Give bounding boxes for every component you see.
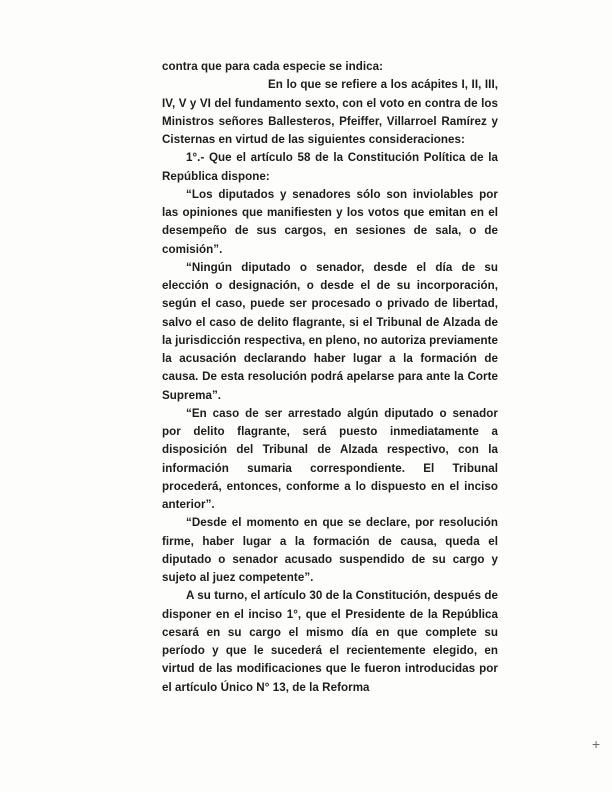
paragraph-2: En lo que se refiere a los acápites I, II, III, IV, V y VI del fundamento sexto, con el voto en contra de los Ministros señores Ballesteros, Pfeiffer, Villarroel Ramírez y Cisternas en virtud de las siguientes consideraciones: [162,78,498,146]
paragraph-8: A su turno, el artículo 30 de la Constitución, después de disponer en el inciso 1°, que el Presidente de la República cesará en su cargo el mismo día en que complete su período y que le sucederá el recientemente elegido, en virtud de las modificaciones que le fueron introducidas por el artículo Único N° 13, de la Reforma [162,589,498,694]
paragraph-3: 1°.- Que el artículo 58 de la Constitución Política de la República dispone: [162,151,498,183]
paragraph-7: “Desde el momento en que se declare, por resolución firme, haber lugar a la formación de causa, queda el diputado o senador acusado suspendido de su cargo y sujeto al juez competente”. [162,516,498,584]
paragraph-4: “Los diputados y senadores sólo son inviolables por las opiniones que manifiesten y los votos que emitan en el desempeño de sus cargos, en sesiones de sala, o de comisión”. [162,187,498,256]
document-body [162,58,498,697]
paragraph-5: “Ningún diputado o senador, desde el día de su elección o designación, o desde el de su incorporación, según el caso, puede ser procesado o privado de libertad, salvo el caso de delito flagrante, si el Tribunal de Alzada de la jurisdicción respectiva, en pleno, no autoriza previamente la acusación declarando haber lugar a la formación de causa. De esta resolución podrá apelarse para ante la Corte Suprema”. [162,260,498,402]
corner-mark: + [592,736,601,752]
paragraph-1: contra que para cada especie se indica: [162,60,384,73]
paragraph-6: “En caso de ser arrestado algún diputado o senador por delito flagrante, será puesto inmediatamente a disposición del Tribunal de Alzada respectivo, con la información sumaria correspondiente. El Tribunal procederá, entonces, conforme a lo dispuesto en el inciso anterior”. [162,406,498,511]
